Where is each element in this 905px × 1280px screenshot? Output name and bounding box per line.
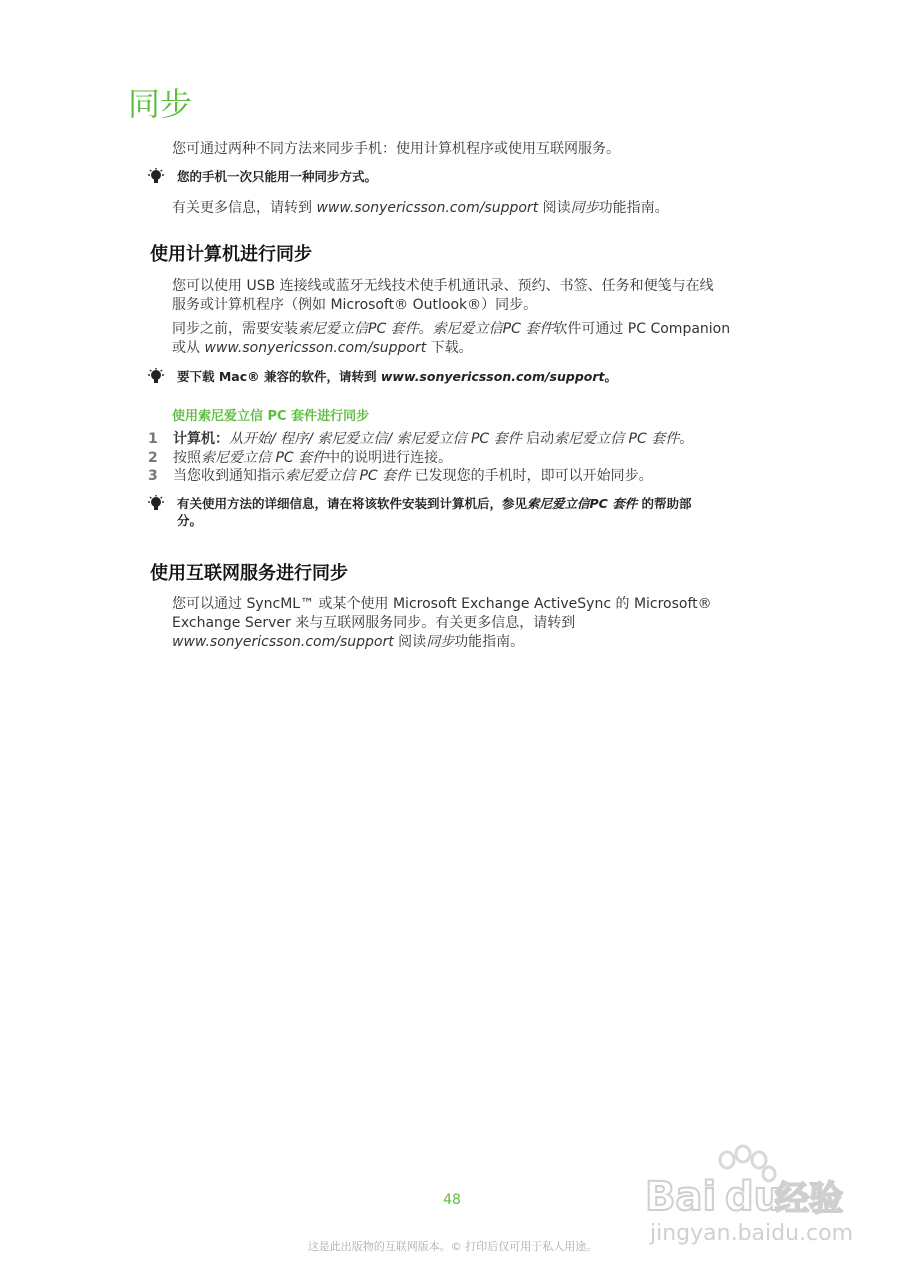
menu-path: 开始/ 程序/ 索尼爱立信/ 索尼爱立信 PC 套件 [243,431,522,447]
watermark-brand: Bai [645,1174,717,1220]
section-heading-internet-sync: 使用互联网服务进行同步 [150,563,348,584]
tip-text: 您的手机一次只能用一种同步方式。 [177,169,378,184]
step-number: 1 [148,431,158,447]
text-span: 分。 [177,513,203,528]
text-span: 的帮助部 [637,496,692,511]
text-span: 要下载 Mac® 兼容的软件，请转到 [177,369,381,384]
text-span: 中的说明进行连接。 [326,450,453,466]
text-span: 按照 [173,450,201,466]
more-info-suffix: 功能指南。 [598,200,669,216]
baidu-watermark [640,1140,860,1250]
text-span: 。 [679,431,694,447]
text-span: 从 [229,431,243,447]
text-span: 。 [604,369,618,384]
step-text [173,467,763,486]
section-heading-computer-sync: 使用计算机进行同步 [150,244,312,265]
watermark-brand-cn: 经验 [775,1179,843,1219]
intro-paragraph: 您可通过两种不同方法来同步手机：使用计算机程序或使用互联网服务。 [172,141,620,157]
internet-sync-paragraph [172,595,792,652]
sync-guide-name: 同步 [570,200,599,216]
footer-note: 这是此出版物的互联网版本。© 打印后仅可用于私人用途。 [307,1240,598,1253]
text-span: 当您收到通知指示 [173,468,285,484]
text-span: 下载。 [426,340,473,356]
lightbulb-icon [145,495,167,513]
computer-sync-paragraph [172,277,772,315]
text-span: 软件可通过 PC Companion [553,321,731,337]
tip-text [177,368,762,385]
pc-suite-name: 索尼爱立信PC 套件 [298,321,419,337]
step-1 [148,430,768,449]
step-3 [148,467,768,486]
text-span: 已发现您的手机时，即可以开始同步。 [410,468,653,484]
pc-suite-name: 索尼爱立信 PC 套件 [554,431,680,447]
subheading-pc-suite-sync: 使用索尼爱立信 PC 套件进行同步 [172,409,370,424]
more-info-paragraph [172,199,772,218]
watermark-url: jingyan.baidu.com [650,1221,854,1246]
text-span: 或从 [172,340,205,356]
text-span: 有关使用方法的详细信息，请在将该软件安装到计算机后，参见 [177,496,528,511]
support-link[interactable]: www.sonyericsson.com/support [316,200,539,216]
lightbulb-icon [145,168,167,186]
step-number: 2 [148,450,158,466]
lightbulb-icon [145,368,167,386]
pc-suite-name: 索尼爱立信PC 套件 [527,496,638,511]
pc-suite-name: 索尼爱立信PC 套件 [432,321,554,337]
step-label: 计算机： [173,431,229,447]
pc-suite-name: 索尼爱立信 PC 套件 [285,468,411,484]
text-span: 功能指南。 [454,634,525,650]
more-info-prefix: 有关更多信息，请转到 [172,200,317,216]
text-span: 启动 [521,431,555,447]
sync-guide-name: 同步 [426,634,455,650]
text-span: 同步之前，需要安装 [172,321,298,337]
watermark-brand-du: du [725,1174,783,1220]
more-info-middle: 阅读 [538,200,571,216]
para-line: 服务或计算机程序（例如 Microsoft® Outlook®）同步。 [172,297,538,313]
step-number: 3 [148,468,158,484]
step-text [173,449,763,468]
text-span: 阅读 [393,634,427,650]
support-link[interactable]: www.sonyericsson.com/support [204,340,427,356]
page-title: 同步 [128,85,193,123]
para-line: 您可以使用 USB 连接线或蓝牙无线技术使手机通讯录、预约、书签、任务和便笺与在线 [172,278,714,294]
pc-suite-paragraph [172,320,792,358]
support-link[interactable]: www.sonyericsson.com/support [380,369,605,384]
page-number: 48 [443,1192,461,1208]
step-text [173,430,763,449]
step-2 [148,449,768,468]
para-line: Exchange Server 来与互联网服务同步。有关更多信息，请转到 [172,615,576,631]
tip-text [177,495,762,529]
pc-suite-name: 索尼爱立信 PC 套件 [201,450,327,466]
para-line: 您可以通过 SyncML™ 或某个使用 Microsoft Exchange ActiveSync 的 Microsoft® [172,596,712,612]
support-link[interactable]: www.sonyericsson.com/support [172,634,394,650]
text-span: 。 [418,321,433,337]
